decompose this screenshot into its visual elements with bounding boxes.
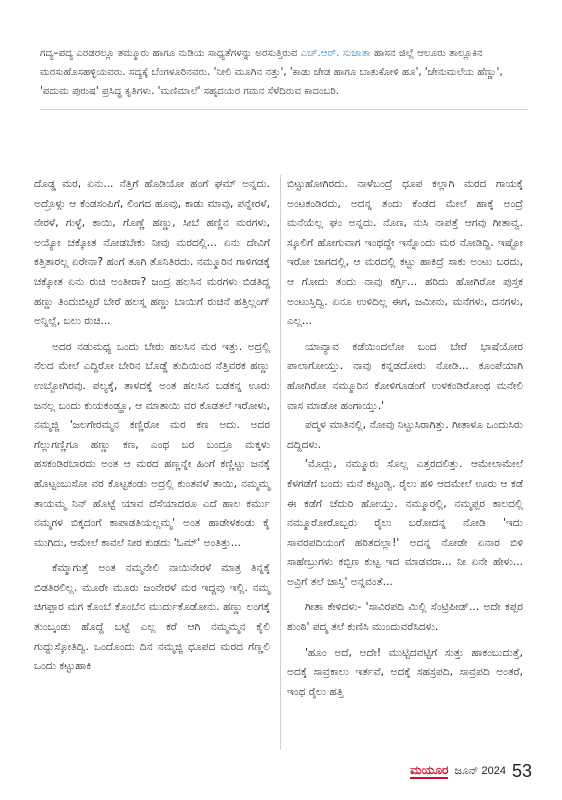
- magazine-logo: ಮಯೂರ: [410, 763, 449, 777]
- column-divider: [280, 175, 281, 750]
- page-footer: [410, 761, 532, 782]
- paragraph: 'ಮೊದ್ಲು, ನಮ್ಮೂರು ಸೊಲ್ಲ ಎತ್ತರದಲಿತ್ತು. ಆಮೇಲಾಮೇಲೆ ಕೆಳಗಡೆಗೆ ಬಂದು ಮನೆ ಕಟ್ಟಂಡ್ವಿ. ರೈಲು ಹಳಿ ಆದಮೇಲೆ ಊರು ಆ ಕಡೆ ಈ ಕಡೆಗೆ ಚೆದುರಿ ಹೋಯ್ತು. ನಮ್ಮೂರಲ್ಲಿ, ನಮ್ಮಪ್ಪರ ಕಾಲದಲ್ಲಿ ನಮ್ಮೂರೋರೊಬ್ಬರು ರೈಲು ಬರೋದನ್ನ ನೋಡಿ 'ಇದು ಸಾವರಪದಿಯಂಗೆ ಹರಿತದಲ್ಲಾ!' ಅದನ್ನ ನೋಡೇ ಏನಾರ ಬಿಳಿ ಸಾಹೇಬ್ರುಗಳು ಕಬ್ಬಿಣ ಕುಟ್ಟ ಇದ ಮಾಡವರಾ... ನೀ ಏನೇ ಹೇಳು... ಅವ್ರಿಗೆ ತಲೆ ಜಾಸ್ತಿ' ಅನ್ನವಂತೆ...: [287, 458, 523, 588]
- author-name: ಎಚ್.ಆರ್. ಸುಜಾತಾ: [300, 48, 371, 59]
- intro-text-part1: ಗದ್ಯ–ಪದ್ಯ ಎರಡರಲ್ಲೂ ತಮ್ಮೂರು ಹಾಗೂ ನುಡಿಯ ಸಾಧ್ಯತೆಗಳನ್ನು ಅರಸುತ್ತಿರುವ: [40, 48, 298, 59]
- paragraph: 'ಹೂಂ ಅದೆ, ಅದೇ! ಮುಟ್ಟಿದವಟ್ಟಿಗೆ ಸುತ್ತು ಹಾಕಂಬುದುತ್ತೆ, ಅದಕ್ಕೆ ಸಾವ್ರಕಾಲು ಇರ್ತವೆ, ಅದಕ್ಕೆ ಸಹಸ್ರಪದಿ, ಸಾವ್ರಪದಿ ಅಂತರೆ, ಇಂಥ ರೈಲು ಹತ್ತಿ: [287, 646, 523, 698]
- paragraph: ಪದ್ಮಳ ಮಾತಿನಲ್ಲಿ, ನೋವು ನಿಟ್ಟುಸಿರಾಗಿತ್ತು. ಗೀತಾಳೂ ಒಂದುಸಿರು ದದ್ದಿದಳು.: [287, 419, 523, 451]
- paragraph: ಬಿಟ್ಟುಹೋಗಿರದು. ನಾಳೆಬಂದ್ರೆ ಧೂಪ ಕಲ್ಲಾಗಿ ಮರದ ಗಾಯಕ್ಕೆ ಅಂಟಕಂಡಿರದು, ಅದನ್ನ ತಂದು ಕೆಂಡದ ಮೇಲೆ ಹಾಕ್ಕೆ ಅಂದ್ರೆ ಮನೆಯೆಲ್ಲ ಘಂ ಅನ್ನದು. ನೊಣ, ನುಸಿ ನಾಪತ್ತೆ ಆಗವು ಗೀತಾವ್ವ. ಸ್ಕೂಲಿಗೆ ಹೋಗುವಾಗ ಇಂಥದ್ದೇ ಇನ್ನೊಂದು ಮರ ನೋಡಿದ್ದಿ. ಇಷ್ಟೋ ಇರೋ ಜಾಗದಲ್ಲಿ, ಆ ಮರದಲ್ಲಿ ಕಟ್ಟು ಹಾಕಿದ್ರೆ ಸಾಕು ಅಂಟು ಬರದು, ಆ ಗೋದು ತಂದು ನಾವು ಕರ್ಗ್ತಿ... ಹರಿದು ಹೋಗಿರೋ ಪುಸ್ತಕ ಅಂಟುಸ್ತಿದ್ವಿ. ಏನೂ ಉಳಿದಿಲ್ಲ ಈಗ, ಜಮೀನು, ಮನೆಗಳು, ದನಗಳು, ಎಲ್ಲ...: [287, 178, 523, 328]
- left-column: [34, 175, 270, 677]
- right-column: [287, 175, 523, 702]
- paragraph: ಯಾವ್ಯಾವ ಕಡೆಯಿಂದಲೋ ಬಂದ ಬೇರೆ ಭಾಷೆಯೋರ ಪಾಲಾಗೋಯ್ತು. ನಾವು ಕನ್ನಡದೋರು ನೋಡಿ... ಕೂಂಪೆಯಾಗಿ ಹೋಗಿರೋ ನಮ್ಮೂರಿನ ಕೋಳಿಗೂಡಂಗೆ ಉಳಕಂಡಿರೋಂಥ ಮನೇಲಿ ವಾಸ ಮಾಡೋ ಹಂಗಾಯ್ತು.': [287, 340, 523, 412]
- issue-date: ಜೂನ್ 2024: [454, 765, 506, 777]
- author-intro: [40, 44, 528, 110]
- intro-text-part2: ಹಾಸನ ಜಿಲ್ಲೆ ಆಲೂರು ತಾಲ್ಲೂಕಿನ ಮರಸುಹೊಸಹಳ್ಳಿಯವರು. ಸದ್ಯಕ್ಕೆ ಬೆಂಗಳೂರಿನವರು. 'ನೀಲಿ ಮೂಗಿನ ನತ್ತು', 'ಕಾಡು ಜೇಡ ಹಾಗೂ ಬಾತುಕೋಳಿ ಹೂ', 'ಜೇನುಮಲೆಯ ಹೆಣ್ಣು', 'ಪದುಮ ಪುರುಷ' ಪ್ರಸಿದ್ಧ ಕೃತಿಗಳು. 'ಮಣಿಮಾಲೆ' ಸಹೃದಯರ ಗಮನ ಸೆಳೆದಿರುವ ಕಾದಂಬರಿ.: [40, 48, 503, 97]
- paragraph: ದೊಡ್ಡ ಮರ, ಏನು... ನೆತ್ತಿಗೆ ಹೊಡಿಯೋ ಹಂಗೆ ಘಮ್ ಅನ್ನದು. ಅದ್ರೊಳ್ಗು ಆ ಕೆಂಡಸಂಪಿಗೆ, ಲಿಂಗದ ಹೂವು, ಕಾಡು ಮಾವು, ಪನ್ನೇರಳೆ, ನೇರಳೆ, ಗುಳ್ಳೆ, ಕಾಯಿ, ಗೊಣ್ಣೆ ಹಣ್ಣು, ಸೀಬೆ ಹಣ್ಣಿನ ಮರಗಳು, ಅಯ್ಯೋ ಚಕ್ಕೋತ ನೋಡಬೇಕು ನೀವು ಮರದಲ್ಲಿ... ಏನು ದೇವಿಗೆ ಕತ್ತಿತಾರಲ್ಲ ಏರೇನಾ? ಹಂಗೆ ತೂಗಿ ತೊನಿತಿರದು. ನಮ್ಮೂರಿನ ಗಾಳಿಗಡಕ್ಕೆ ಚಕ್ಕೋತ ಏನು ರುಚಿ ಅಂತೀರಾ? ಜಂದ್ರ ಹಲಸಿನ ಮರಗಳು ಬಿಡತಿದ್ದ ಹಣ್ಣು ತಿಂದುಬಿಟ್ಟರೆ ಬೇರೆ ಹಲಸ್ನ ಹಣ್ಣು ಬಾಯಿಗೆ ರುಚಿನೆ ಹತ್ತಿಲ್ಲಂಗ್ ಅನ್ನಿಲ್ಲೆ, ಬಲು ರುಚಿ...: [34, 178, 270, 328]
- page-number: 53: [511, 761, 532, 781]
- paragraph: ಕೆಮ್ಮಾಗುತ್ತೆ ಅಂತ ನಮ್ಮನೇಲಿ ನಾಯಿನೇರಳೆ ಮಾತ್ರ ತಿನ್ನಕ್ಕೆ ಬಿಡತಿರಲಿಲ್ಲ. ಮೂರೇ ಮೂರು ಜಂನೇರಳೆ ಮರ ಇದ್ದವು ಇಲ್ಲಿ. ನಮ್ಮ ಚಿಗಪ್ಪಾರ ಮಗ ಕೊಂಬೆ ಕೊಂಬೆನ ಮುರ್ದುಕೊಡೋನು. ಹಣ್ಣು ಲಂಗಕ್ಕೆ ತುಂಬ್ಕಂಡು ಹೊದ್ದೆ ಬಟ್ಟೆ ಎಲ್ಲ ಕರೆ ಆಗಿ ನಮ್ಮಮ್ಮನ ಕೈಲಿ ಗುದ್ದುಸ್ಕೋತಿದ್ವಿ. ಒಂದೊಂದು ದಿನ ನಮ್ಮಜ್ಜಿ ಧೂಪದ ಮರದ ಗೆಣ್ಣಲಿ ಒಂದು ಕಟ್ಟುಹಾಕಿ: [34, 562, 270, 673]
- paragraph: ಗೀತಾ ಕೇಳಿದಳು- 'ಸಾವಿರಪದಿ ಮಿಲ್ಲಿ ಸೆಂಟ್ರಿಪೀಡ್... ಅದೇ ಕಪ್ಪರ ಶುಂಠಿ' ಪದ್ಮ ತಲೆ ಕುಣಿಸಿ ಮುಂದುವರೆಸಿದಳು.: [287, 601, 523, 634]
- paragraph: ಅದರ ನಡುಮಧ್ಯ ಒಂದು ಬೇರು ಹಲಸಿನ ಮರ ಇತ್ತು. ಅದ್ರಲ್ಲಿ ನೆಲದ ಮೇಲೆ ಎದ್ದಿರೋ ಬೇರಿನ ಬೊಡ್ಡೆ ತುದಿಯಿಂದ ನೆತ್ತಿವರಕ ಹಣ್ಣು ಉಬ್ಬೋಗಿರವು. ಪಲ್ಯಕ್ಕೆ, ತಾಳದಕ್ಕೆ ಅಂತ ಹಲಸಿನ ಬಡಕನ್ನ ಊರು ಜನಲ್ಲ ಬಂದು ಕುಯಕಂಡ್ಹೂ, ಆ ಮಾತಾಯಿ ವರ ಕೊಡತಲೆ ಇರೋಳು, ನಮ್ಮಜ್ಜಿ 'ಜಲಗೇರಮ್ಮನ ಕಣ್ಣಿರೋ ಮರ ಕಣ ಅದು. ಅದರ ಗೆಲ್ಲುಗಣ್ಣಿಗೂ ಹಣ್ಣು ಕಣ, ಎಂಥ ಬರ ಬಂದ್ರೂ ಮಕ್ಕಳು ಹಸಕಂಡಿರಬಾರದು ಅಂತ ಆ ಮರದ ಹಣ್ಣನ್ನೇ ಹಿಂಗೆ ಕಣ್ಣಿಟ್ಟು ಜನಕ್ಕೆ ಹೊಟ್ಟಂಬುಸೋ ವರ ಕೊಟ್ಟಕಂಡು ಅದ್ರಲ್ಲಿ ಕುಂತವಳೆ ತಾಯಿ, ನಮ್ಮಮ್ಮ ತಾಯಮ್ಮ ನಿನ್ ಹೊಟ್ಟೆ ಯಾವ ದೆಸೆಯಾದರೂ ಎದೆ ಹಾಲ ಕರ್ಮು ನಮ್ಮಗಳ ಬಿಕ್ಕದಂಗೆ ಕಾಪಾಡತಿಯಲ್ಲಮ್ಮ' ಅಂತ ಹಾಡೇಳಕಂಡು ಕೈ ಮುಗಿದು, ಆಮೇಲೆ ಕಾವಲೆ ನೀರ ಕುಡದು 'ಓಮ್' ಅಂತಿತ್ತು...: [34, 340, 270, 549]
